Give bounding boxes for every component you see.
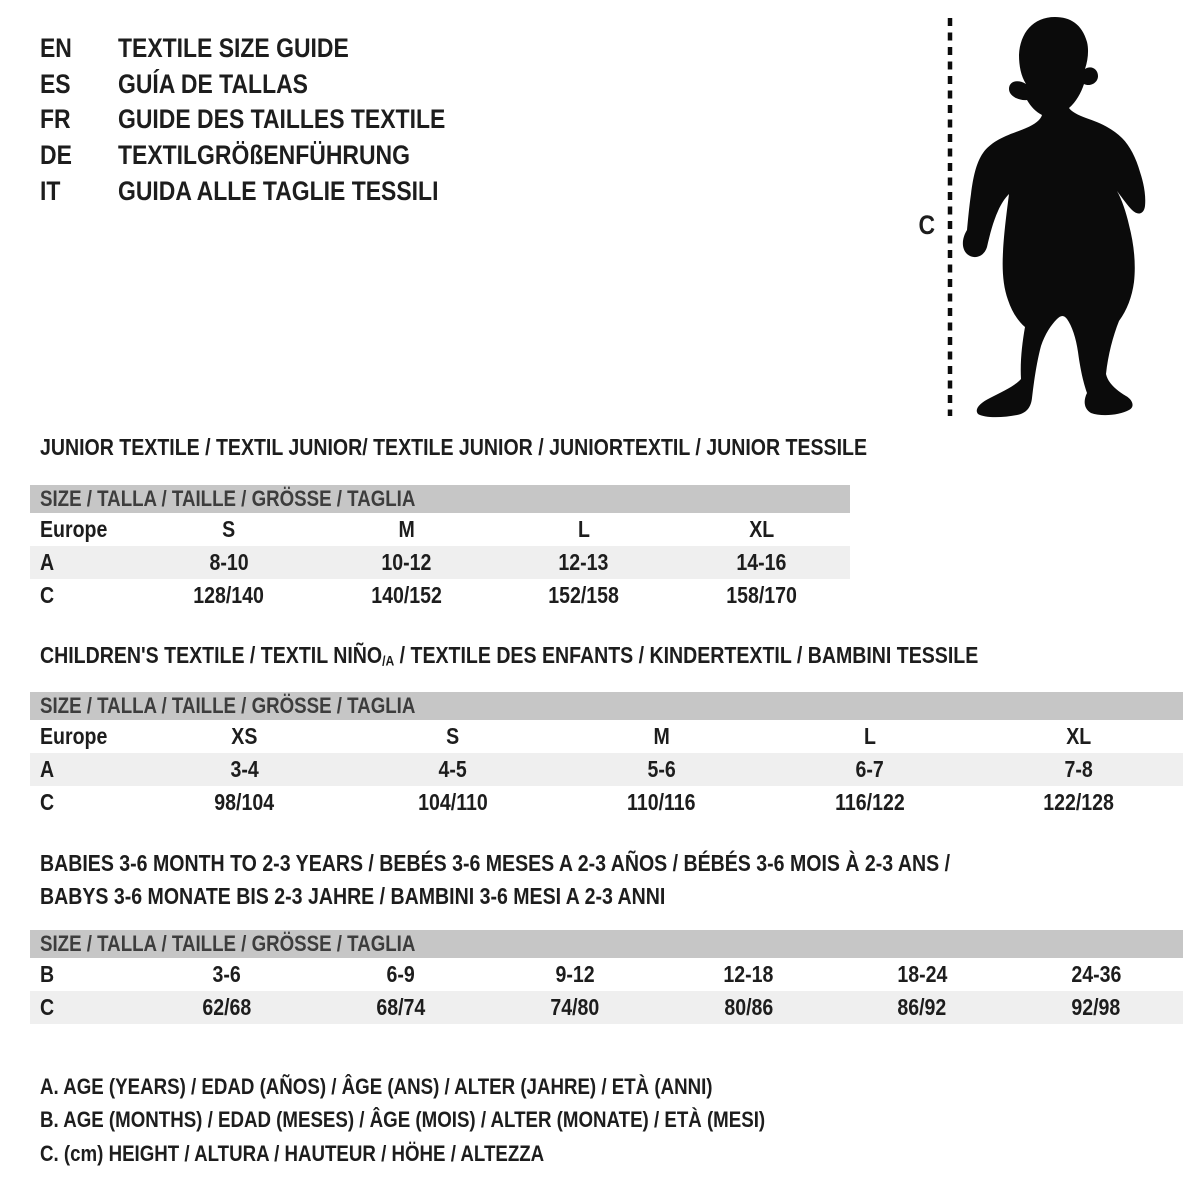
age-cell: 8-10: [209, 549, 249, 575]
language-title: GUÍA DE TALLAS: [118, 68, 308, 99]
height-cell: 158/170: [725, 582, 797, 608]
table-row: [30, 513, 850, 546]
language-code: DE: [40, 140, 72, 171]
size-cell: M: [398, 516, 415, 542]
language-row-es: [40, 67, 503, 103]
age-cell: 14-16: [736, 549, 787, 575]
height-cell: 110/116: [627, 789, 696, 815]
height-cell: 122/128: [1043, 789, 1114, 815]
age-cell: 9-12: [555, 961, 595, 987]
babies-section-title-line2: BABYS 3-6 MONATE BIS 2-3 JAHRE / BAMBINI 3-6 MESI A 2-3 ANNI: [40, 883, 666, 909]
language-row-en: [40, 31, 503, 67]
size-cell: M: [653, 723, 670, 749]
height-cell: 80/86: [723, 994, 773, 1020]
height-cell: 104/110: [418, 789, 488, 815]
age-cell: 24-36: [1071, 961, 1122, 987]
row-label: A: [40, 756, 55, 782]
row-label: C: [40, 994, 55, 1020]
size-header-band: SIZE / TALLA / TAILLE / GRÖSSE / TAGLIA: [30, 692, 1183, 720]
height-cell: 92/98: [1071, 994, 1121, 1020]
size-header-band: SIZE / TALLA / TAILLE / GRÖSSE / TAGLIA: [30, 930, 1183, 958]
size-cell: S: [446, 723, 460, 749]
table-row: [30, 958, 1183, 991]
size-cell: XS: [231, 723, 258, 749]
language-code: ES: [40, 68, 71, 99]
size-cell: S: [222, 516, 236, 542]
language-code: EN: [40, 33, 72, 64]
age-cell: 3-4: [230, 756, 259, 782]
legend-line-c: C. (cm) HEIGHT / ALTURA / HAUTEUR / HÖHE / ALTEZZA: [40, 1140, 545, 1166]
junior-size-table: [30, 485, 850, 612]
age-cell: 6-9: [386, 961, 415, 987]
children-size-table: [30, 692, 1183, 819]
table-row: [30, 546, 850, 579]
size-cell: XL: [748, 516, 774, 542]
row-label: B: [40, 961, 55, 987]
language-title: GUIDE DES TAILLES TEXTILE: [118, 104, 446, 135]
age-cell: 7-8: [1064, 756, 1093, 782]
age-cell: 5-6: [647, 756, 676, 782]
table-row: [30, 579, 850, 612]
babies-size-table: [30, 930, 1183, 1024]
row-label: C: [40, 582, 55, 608]
table-row: [30, 753, 1183, 786]
toddler-silhouette-image: [963, 17, 1145, 417]
row-label: Europe: [40, 516, 108, 542]
babies-section-title-line1: BABIES 3-6 MONTH TO 2-3 YEARS / BEBÉS 3-6 MESES A 2-3 AÑOS / BÉBÉS 3-6 MOIS À 2-3 ANS /: [40, 850, 951, 876]
age-cell: 6-7: [855, 756, 885, 782]
height-cell: 128/140: [193, 582, 265, 608]
height-cell: 140/152: [370, 582, 442, 608]
height-label: C: [918, 210, 936, 240]
legend-line-a: A. AGE (YEARS) / EDAD (AÑOS) / ÂGE (ANS) / ALTER (JAHRE) / ETÀ (ANNI): [40, 1073, 713, 1099]
height-cell: 86/92: [897, 994, 947, 1020]
size-cell: XL: [1066, 723, 1092, 749]
table-row: [30, 786, 1183, 819]
age-cell: 18-24: [897, 961, 948, 987]
language-row-fr: [40, 102, 503, 138]
language-code: IT: [40, 175, 61, 206]
height-cell: 68/74: [376, 994, 426, 1020]
size-header-band: SIZE / TALLA / TAILLE / GRÖSSE / TAGLIA: [30, 485, 850, 513]
height-cell: 98/104: [214, 789, 275, 815]
children-section-title: CHILDREN'S TEXTILE / TEXTIL NIÑO/A / TEXTILE DES ENFANTS / KINDERTEXTIL / BAMBINI TESSILE: [40, 642, 979, 670]
language-row-it: [40, 173, 503, 209]
age-cell: 10-12: [381, 549, 432, 575]
height-cell: 62/68: [202, 994, 252, 1020]
age-cell: 3-6: [212, 961, 242, 987]
nino-a-subscript: /A: [382, 653, 395, 670]
row-label: C: [40, 789, 55, 815]
height-cell: 74/80: [550, 994, 600, 1020]
measure-legend: [40, 1070, 893, 1171]
table-row: [30, 720, 1183, 753]
age-cell: 4-5: [438, 756, 468, 782]
language-title: GUIDA ALLE TAGLIE TESSILI: [118, 175, 439, 206]
junior-section-title: JUNIOR TEXTILE / TEXTIL JUNIOR/ TEXTILE JUNIOR / JUNIORTEXTIL / JUNIOR TESSILE: [40, 434, 868, 460]
language-row-de: [40, 138, 503, 174]
language-title-list: [40, 31, 503, 209]
age-cell: 12-18: [723, 961, 774, 987]
size-cell: L: [577, 516, 590, 542]
height-cell: 116/122: [835, 789, 905, 815]
language-title: TEXTILGRÖßENFÜHRUNG: [118, 140, 410, 171]
age-cell: 12-13: [558, 549, 609, 575]
row-label: A: [40, 549, 55, 575]
table-row: [30, 991, 1183, 1024]
legend-line-b: B. AGE (MONTHS) / EDAD (MESES) / ÂGE (MOIS) / ALTER (MONATE) / ETÀ (MESI): [40, 1107, 766, 1133]
size-cell: L: [864, 723, 877, 749]
language-code: FR: [40, 104, 71, 135]
language-title: TEXTILE SIZE GUIDE: [118, 33, 349, 64]
height-cell: 152/158: [548, 582, 620, 608]
row-label: Europe: [40, 723, 108, 749]
